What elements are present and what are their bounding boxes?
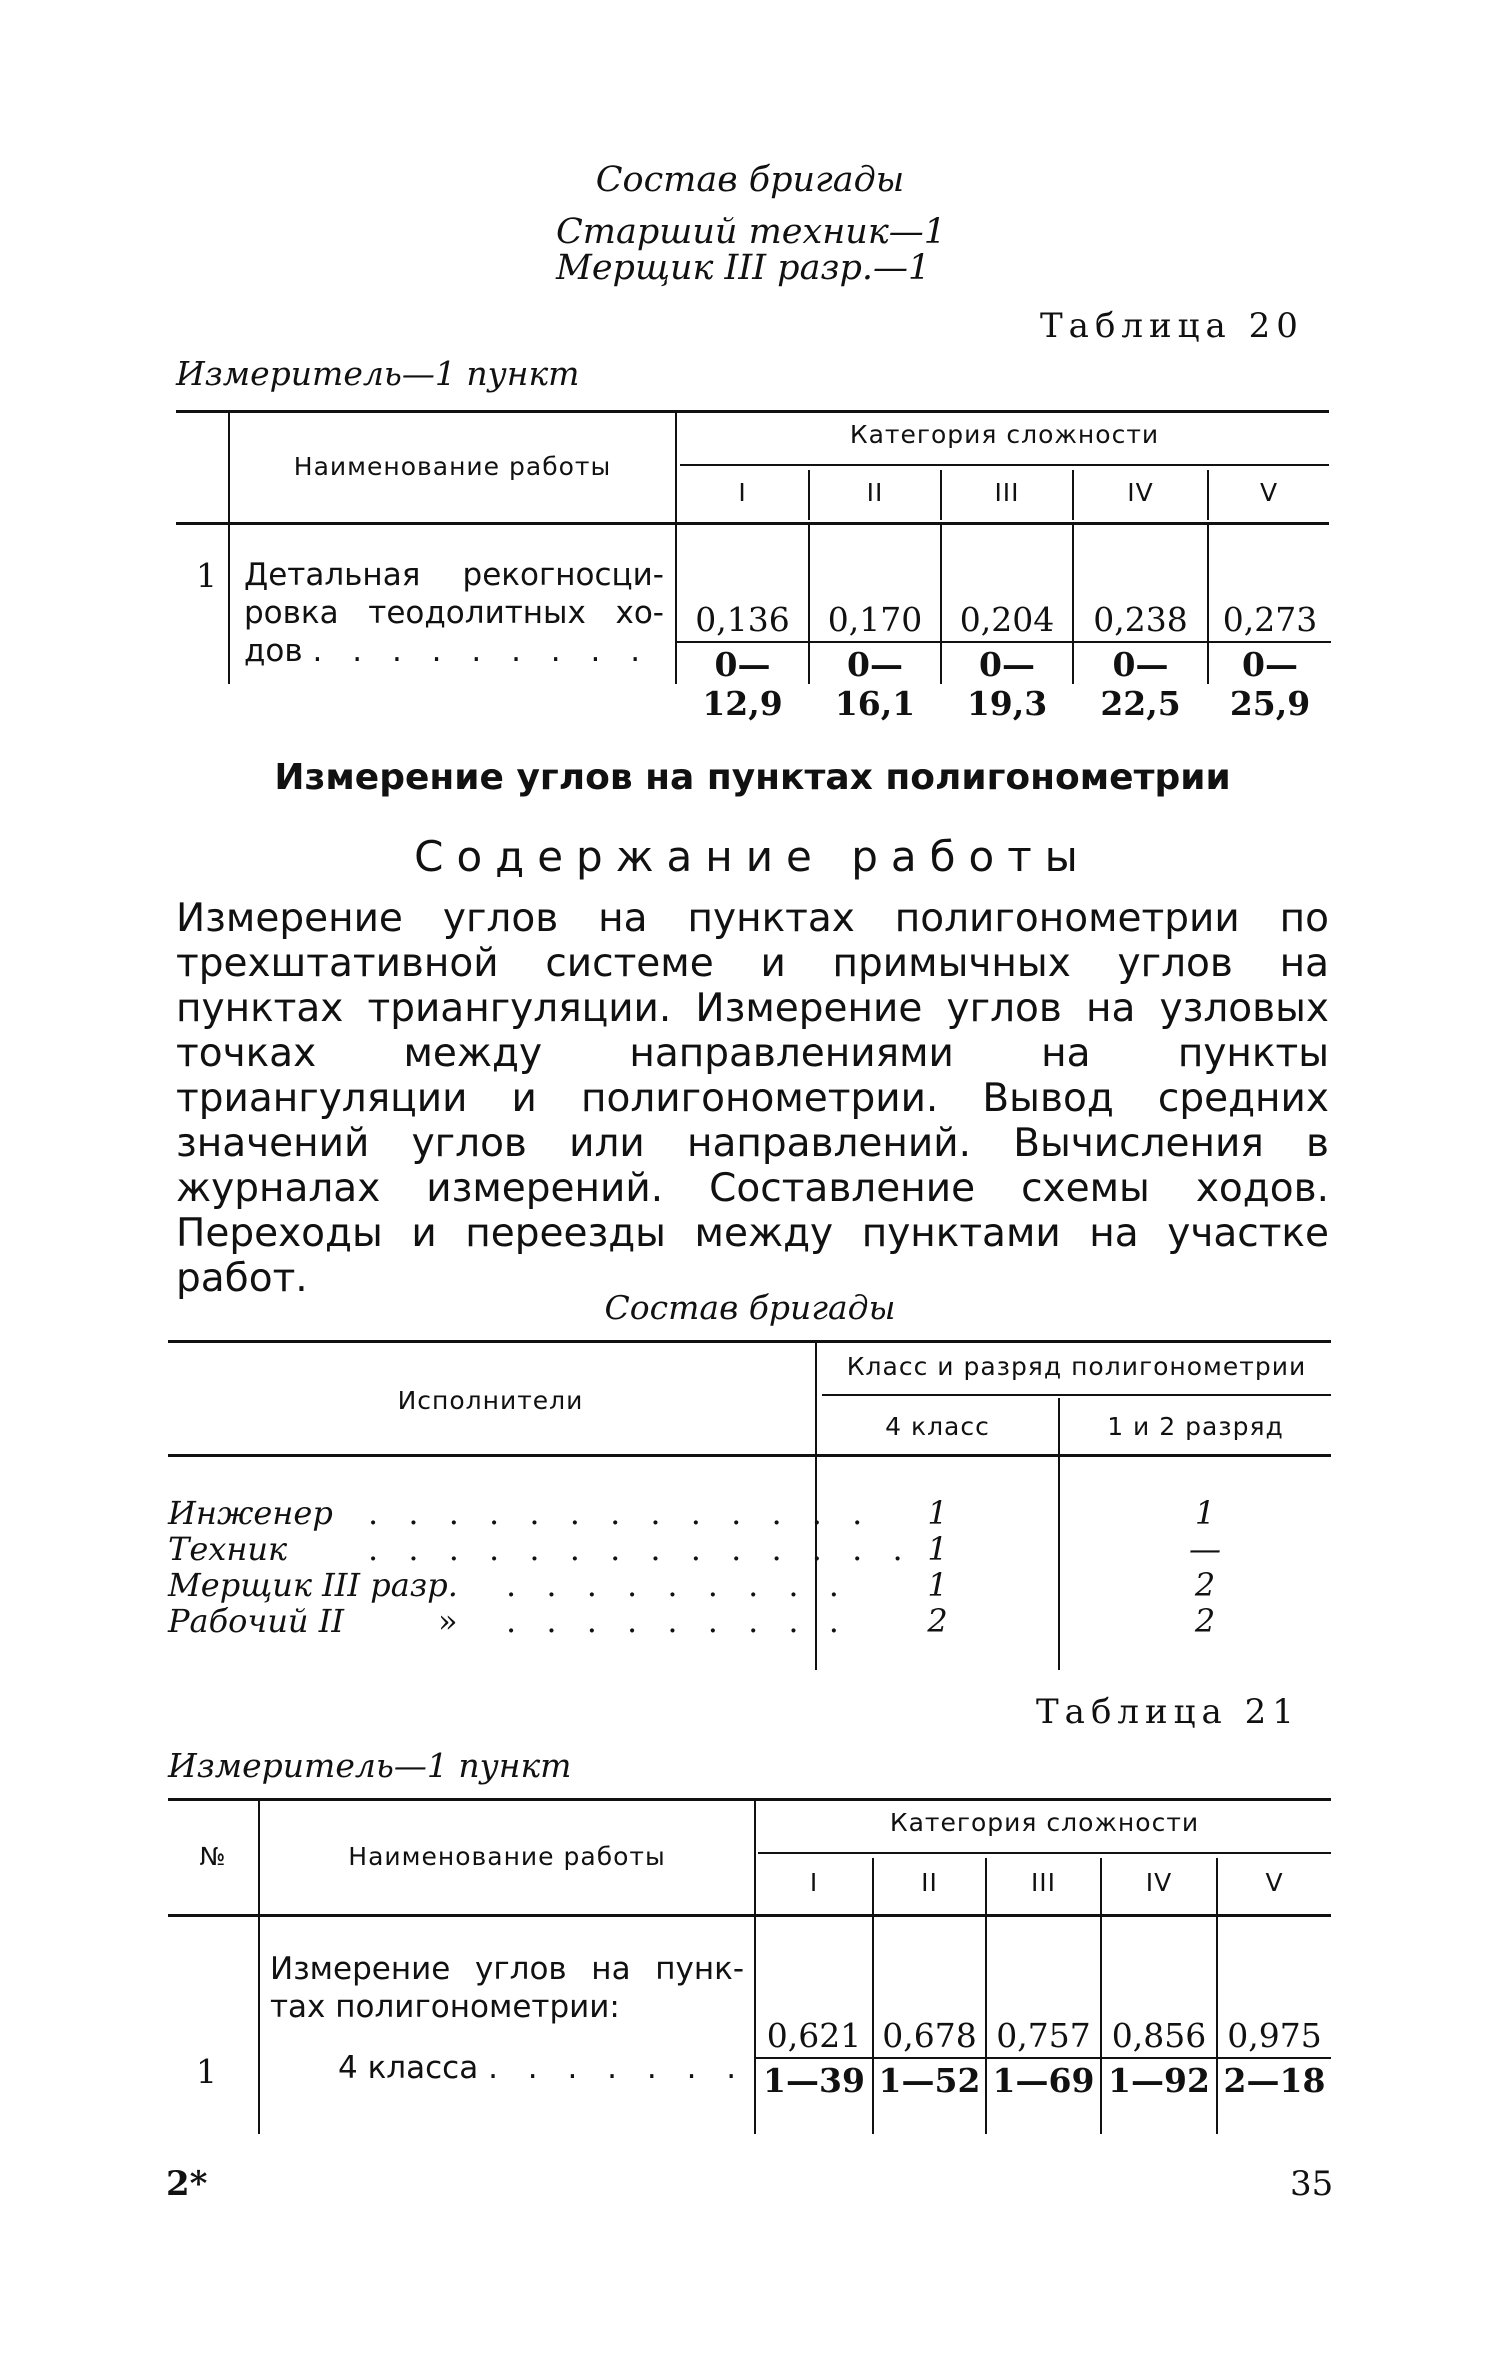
table20-cat-5: V: [1259, 478, 1279, 507]
table21-value-3: $\frac{0,757}{1—69}$: [987, 2016, 1100, 2100]
table20-value-4: $\frac{0,238}{0—22,5}$: [1074, 600, 1207, 723]
brigade2-row-4-mark: »: [438, 1602, 458, 1640]
table21-label: Таблица 21: [1036, 1692, 1300, 1732]
table21-row-sub: 4 класса . . . . . . .: [338, 2050, 747, 2086]
table21-cat-1: I: [809, 1868, 819, 1897]
brigade2-row-2-dots: . . . . . . . . . . . . . .: [368, 1530, 913, 1568]
table20-row-name: Детальная рекогносци- ровка теодолитных хо- дов . . . . . . . . .: [244, 557, 664, 669]
table20-measure: Измеритель—1 пункт: [176, 354, 580, 393]
brigade2-col-exec: Исполнители: [397, 1386, 584, 1415]
table21-row-name: Измерение углов на пунк- тах полигонометрии:: [270, 1951, 744, 2025]
section-subheading: Содержание работы: [414, 832, 1091, 881]
table20-value-3: $\frac{0,204}{0—19,3}$: [942, 600, 1072, 723]
table20-cat-1: I: [738, 478, 747, 507]
brigade2-sub-1: 4 класс: [885, 1412, 990, 1441]
table21-cat-4: IV: [1145, 1868, 1173, 1897]
brigade2-row-4-dots: . . . . . . . . .: [506, 1602, 849, 1640]
page-number: 35: [1290, 2164, 1334, 2204]
table20-value-1: $\frac{0,136}{0—12,9}$: [677, 600, 808, 723]
section-heading: Измерение углов на пунктах полигонометрии: [274, 757, 1231, 798]
table21-col-num: №: [199, 1842, 227, 1871]
brigade2-row-3-name: Мерщик III разр.: [168, 1566, 458, 1604]
table21-value-5: $\frac{0,975}{2—18}$: [1218, 2016, 1331, 2100]
brigade-title: Состав бригады: [595, 160, 905, 200]
brigade2-title: Состав бригады: [604, 1288, 896, 1327]
table20-value-5: $\frac{0,273}{0—25,9}$: [1209, 600, 1331, 723]
brigade2-row-1-name: Инженер: [168, 1494, 333, 1532]
table20-row-number: 1: [196, 556, 217, 595]
table20-col-name: Наименование работы: [293, 452, 612, 481]
table21-cat-3: III: [1030, 1868, 1057, 1897]
brigade2-row-4-v1: 2: [927, 1602, 948, 1640]
table21-cat-2: II: [921, 1868, 938, 1897]
brigade2-row-3-v2: 2: [1194, 1566, 1216, 1604]
brigade2-row-4-name: Рабочий II: [168, 1602, 344, 1640]
brigade2-row-2-v2: —: [1189, 1530, 1221, 1568]
brigade2-sub-2: 1 и 2 разряд: [1107, 1412, 1284, 1441]
brigade2-row-3-dots: . . . . . . . . .: [506, 1566, 849, 1604]
brigade2-row-4-v2: 2: [1194, 1602, 1216, 1640]
table20-cat-2: II: [866, 478, 884, 507]
brigade2-row-1-v1: 1: [927, 1494, 948, 1532]
signature-mark: 2*: [166, 2164, 208, 2204]
table20-cat-4: IV: [1127, 478, 1154, 507]
brigade2-row-1-dots: . . . . . . . . . . . . .: [368, 1494, 873, 1532]
table21-value-4: $\frac{0,856}{1—92}$: [1102, 2016, 1216, 2100]
table20-label: Таблица 20: [1040, 306, 1304, 346]
table21-row-number: 1: [196, 2052, 217, 2091]
table21-col-category: Категория сложности: [889, 1808, 1200, 1837]
brigade2-row-1-v2: 1: [1194, 1494, 1216, 1532]
table21-col-name: Наименование работы: [348, 1842, 666, 1871]
brigade2-row-3-v1: 1: [927, 1566, 948, 1604]
table21-value-1: $\frac{0,621}{1—39}$: [756, 2016, 872, 2100]
brigade-line-1: Старший техник—1: [556, 212, 947, 252]
table20-value-2: $\frac{0,170}{0—16,1}$: [810, 600, 940, 723]
table21-measure: Измеритель—1 пункт: [168, 1746, 572, 1785]
table20-col-category: Категория сложности: [849, 420, 1160, 449]
table21-cat-5: V: [1265, 1868, 1284, 1897]
brigade2-row-2-name: Техник: [168, 1530, 288, 1568]
table21-value-2: $\frac{0,678}{1—52}$: [874, 2016, 985, 2100]
brigade2-row-2-v1: 1: [927, 1530, 948, 1568]
brigade-line-2: Мерщик III разр.—1: [556, 248, 931, 288]
table20-cat-3: III: [994, 478, 1020, 507]
brigade2-col-class: Класс и разряд полигонометрии: [846, 1352, 1307, 1381]
section-paragraph: Измерение углов на пунктах полигонометрии по трехштативной системе и примычных углов на пунктах триангуляции. Измерение углов на узловых точках между направлениями на пункты триангуляции и полигонометрии. Вывод средних значений углов или направлений. Вычисления в журналах измерений. Составление схемы ходов. Переходы и переезды между пунктами на участке работ.: [176, 896, 1329, 1301]
